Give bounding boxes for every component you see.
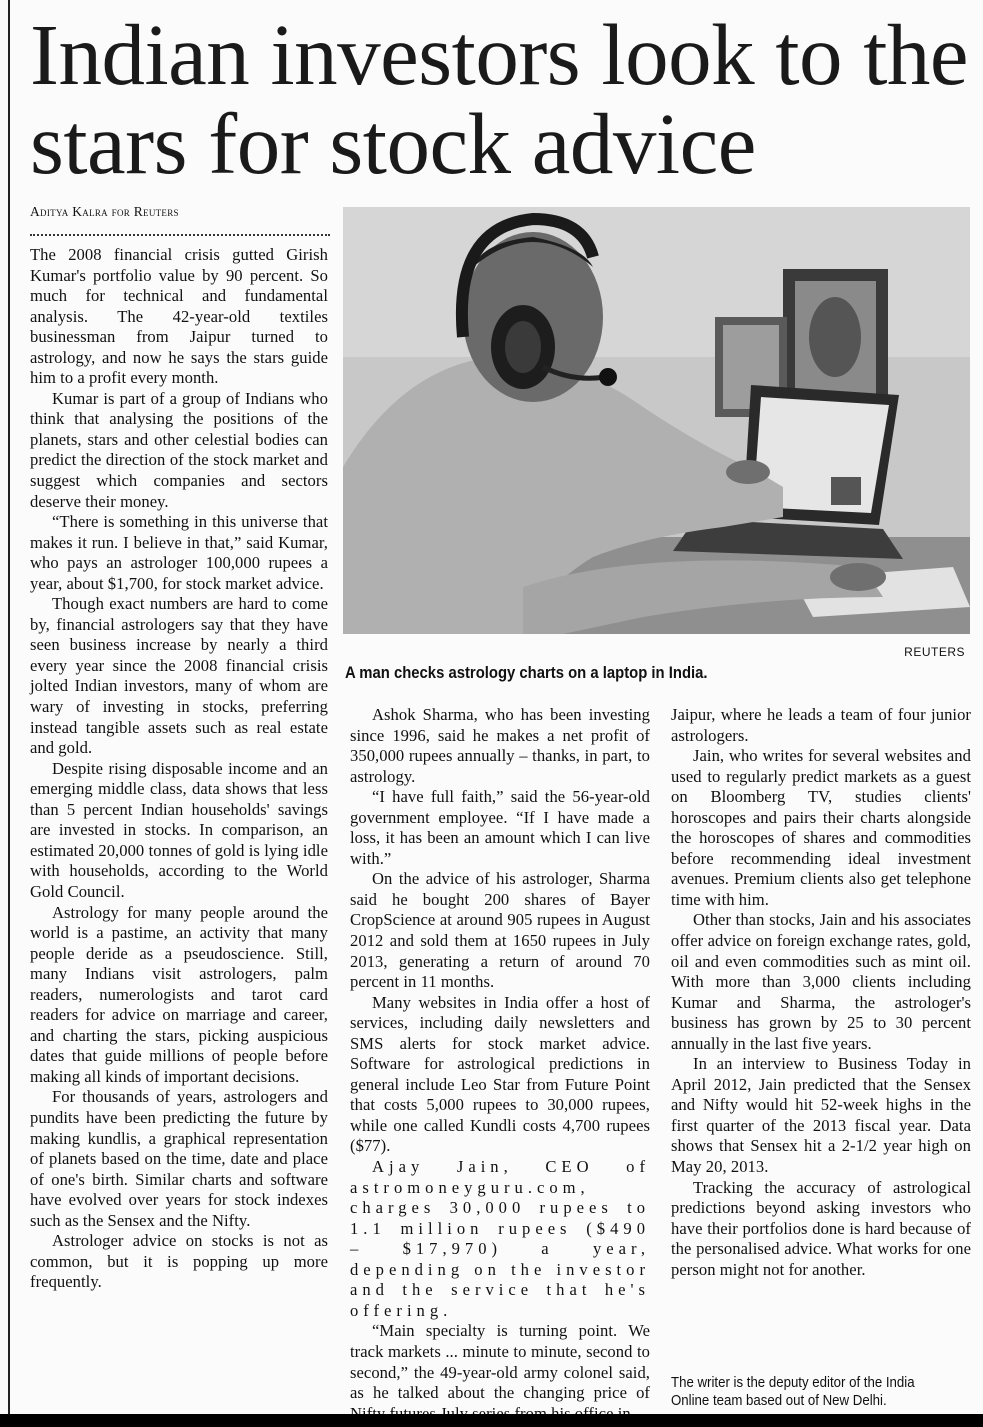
paragraph: For thousands of years, astrologers and pundits have been predicting the future by making kundlis, a graphical representation of planets based on the time, date and place of one's birth. Similar charts and software have evolved over years for stock indexes such as the Sensex and the Nifty. (30, 1087, 328, 1230)
paragraph: Though exact numbers are hard to come by, financial astrologers say that they have seen business increase by nearly a third every year since the 2008 financial crisis jolted Indian investors, many of whom are wary of investing in stocks, preferring instead tangible assets such as real estate and gold. (30, 594, 328, 758)
paragraph: Other than stocks, Jain and his associates offer advice on foreign exchange rates, gold, oil and even commodities such as mint oil. With more than 3,000 clients including Kumar and Sharma, the astrologer's business has grown by 25 to 30 percent annually in the last five years. (671, 910, 971, 1053)
article-column-1 (30, 245, 328, 1293)
photo-caption: A man checks astrology charts on a laptop in India. (345, 664, 708, 682)
paragraph: Jaipur, where he leads a team of four junior astrologers. (671, 705, 971, 745)
paragraph: On the advice of his astrologer, Sharma said he bought 200 shares of Bayer CropScience at around 905 rupees in August 2012 and sold them at 1650 rupees in July 2013, generating a return of around 70 percent in 11 months. (350, 869, 650, 992)
writer-note: The writer is the deputy editor of the India Online team based out of New Delhi. (671, 1375, 915, 1409)
paragraph: Ajay Jain, CEO of astromoneyguru.com, charges 30,000 rupees to 1.1 million rupees ($490 – $17,970) a year, depending on the investor and the service that he's offering. (350, 1157, 650, 1320)
paragraph: “Main specialty is turning point. We track markets ... minute to minute, second to second,” the 49-year-old army colonel said, as he talked about the changing price of (350, 1321, 650, 1403)
bottom-border (0, 1414, 983, 1427)
paragraph: Jain, who writes for several websites and used to regularly predict markets as a guest on Bloomberg TV, studies clients' horoscopes and pairs their charts alongside the horoscopes of shares and commodities before recommending ideal investment avenues. Premium clients also get telephone time with him. (671, 746, 971, 909)
byline-divider (30, 234, 330, 236)
headline: Indian investors look to the stars for stock advice (30, 6, 969, 192)
paragraph: In an interview to Business Today in April 2012, Jain predicted that the Sensex and Nifty would hit 52-week highs in the first quarter of the 2013 fiscal year. Data shows that Sensex hit a 2-1/2 year high on May 20, 2013. (671, 1054, 971, 1177)
paragraph: “There is something in this universe that makes it run. I believe in that,” said Kumar, who pays an astrologer 100,000 rupees a year, about $1,700, for stock market advice. (30, 512, 328, 593)
photo-credit: REUTERS (904, 645, 965, 659)
paragraph: Many websites in India offer a host of services, including daily newsletters and SMS alerts for stock market advice. Software for astrological predictions in general include Leo Star from Future Point that costs 5,000 rupees to 30,000 rupees, while one called Kundli costs 4,700 rupees ($77). (350, 992, 650, 1156)
article-column-3 (671, 705, 971, 1280)
paragraph: Astrology for many people around the world is a pastime, an activity that many people deride as a pseudoscience. Still, many Indians visit astrologers, palm readers, numerologists and tarot card readers for advice on marriage and career, and charting the stars, picking auspicious dates that guide millions of people before making all kinds of important decisions. (30, 902, 328, 1086)
paragraph: Astrologer advice on stocks is not as common, but it is popping up more frequently. (30, 1231, 328, 1292)
byline: Aditya Kalra for Reuters (30, 204, 179, 219)
paragraph: Kumar is part of a group of Indians who think that analysing the positions of the planets, stars and other celestial bodies can predict the direction of the stock market and suggest which companies and sectors deserve their money. (30, 388, 328, 511)
paragraph: Tracking the accuracy of astrological predictions beyond asking investors who have their portfolios done is hard because of the personalised advice. What works for one person might not for another. (671, 1177, 971, 1279)
news-photo (343, 207, 970, 634)
paragraph: Despite rising disposable income and an emerging middle class, data shows that less than 5 percent Indian households' savings are invested in stocks. In comparison, an estimated 20,000 tonnes of gold is lying idle with households, according to the World Gold Council. (30, 758, 328, 901)
left-column-rule (8, 0, 10, 1414)
paragraph: “I have full faith,” said the 56-year-old government employee. “If I have made a loss, it has been an amount which I can live with.” (350, 787, 650, 868)
article-column-2 (350, 705, 650, 1424)
paragraph: The 2008 financial crisis gutted Girish Kumar's portfolio value by 90 percent. So much for technical and fundamental analysis. The 42-year-old textiles businessman from Jaipur turned to astrology, and now he says the stars guide him to a profit every month. (30, 245, 328, 388)
paragraph: Ashok Sharma, who has been investing since 1996, said he makes a net profit of 350,000 rupees annually – thanks, in part, to astrology. (350, 705, 650, 786)
